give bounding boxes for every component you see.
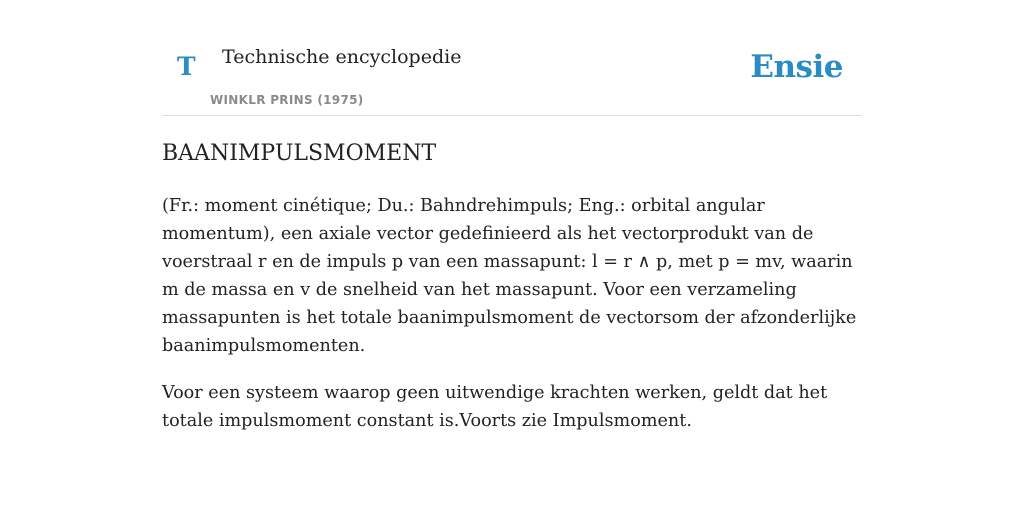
entry-paragraph: Voor een systeem waarop geen uitwendige krachten werken, geldt dat het totale impulsmoment constant is.Voorts zie Impulsmoment.: [162, 383, 828, 431]
book-source-label: WINKLR PRINS (1975): [210, 93, 364, 107]
ensie-logo[interactable]: Ensie: [750, 49, 843, 85]
book-logo-icon: T: [177, 52, 196, 81]
entry-paragraph: (Fr.: moment cinétique; Du.: Bahndrehimpuls; Eng.: orbital angular momentum), een axiale vector gedefinieerd als het vectorprodukt van de voerstraal r en de impuls p van een massapunt: l = r ∧ p, met p = mv, waarin m de massa en v de snelheid van het massapunt. Voor een verzameling massapunten is het totale baanimpulsmoment de vectorsom der afzonderlijke baanimpulsmomenten.: [162, 196, 857, 356]
page-container: [162, 0, 862, 431]
book-title-link[interactable]: Technische encyclopedie: [222, 46, 462, 68]
book-header: [162, 0, 862, 116]
entry-title: BAANIMPULSMOMENT: [162, 141, 437, 166]
entry-body: [162, 192, 862, 454]
